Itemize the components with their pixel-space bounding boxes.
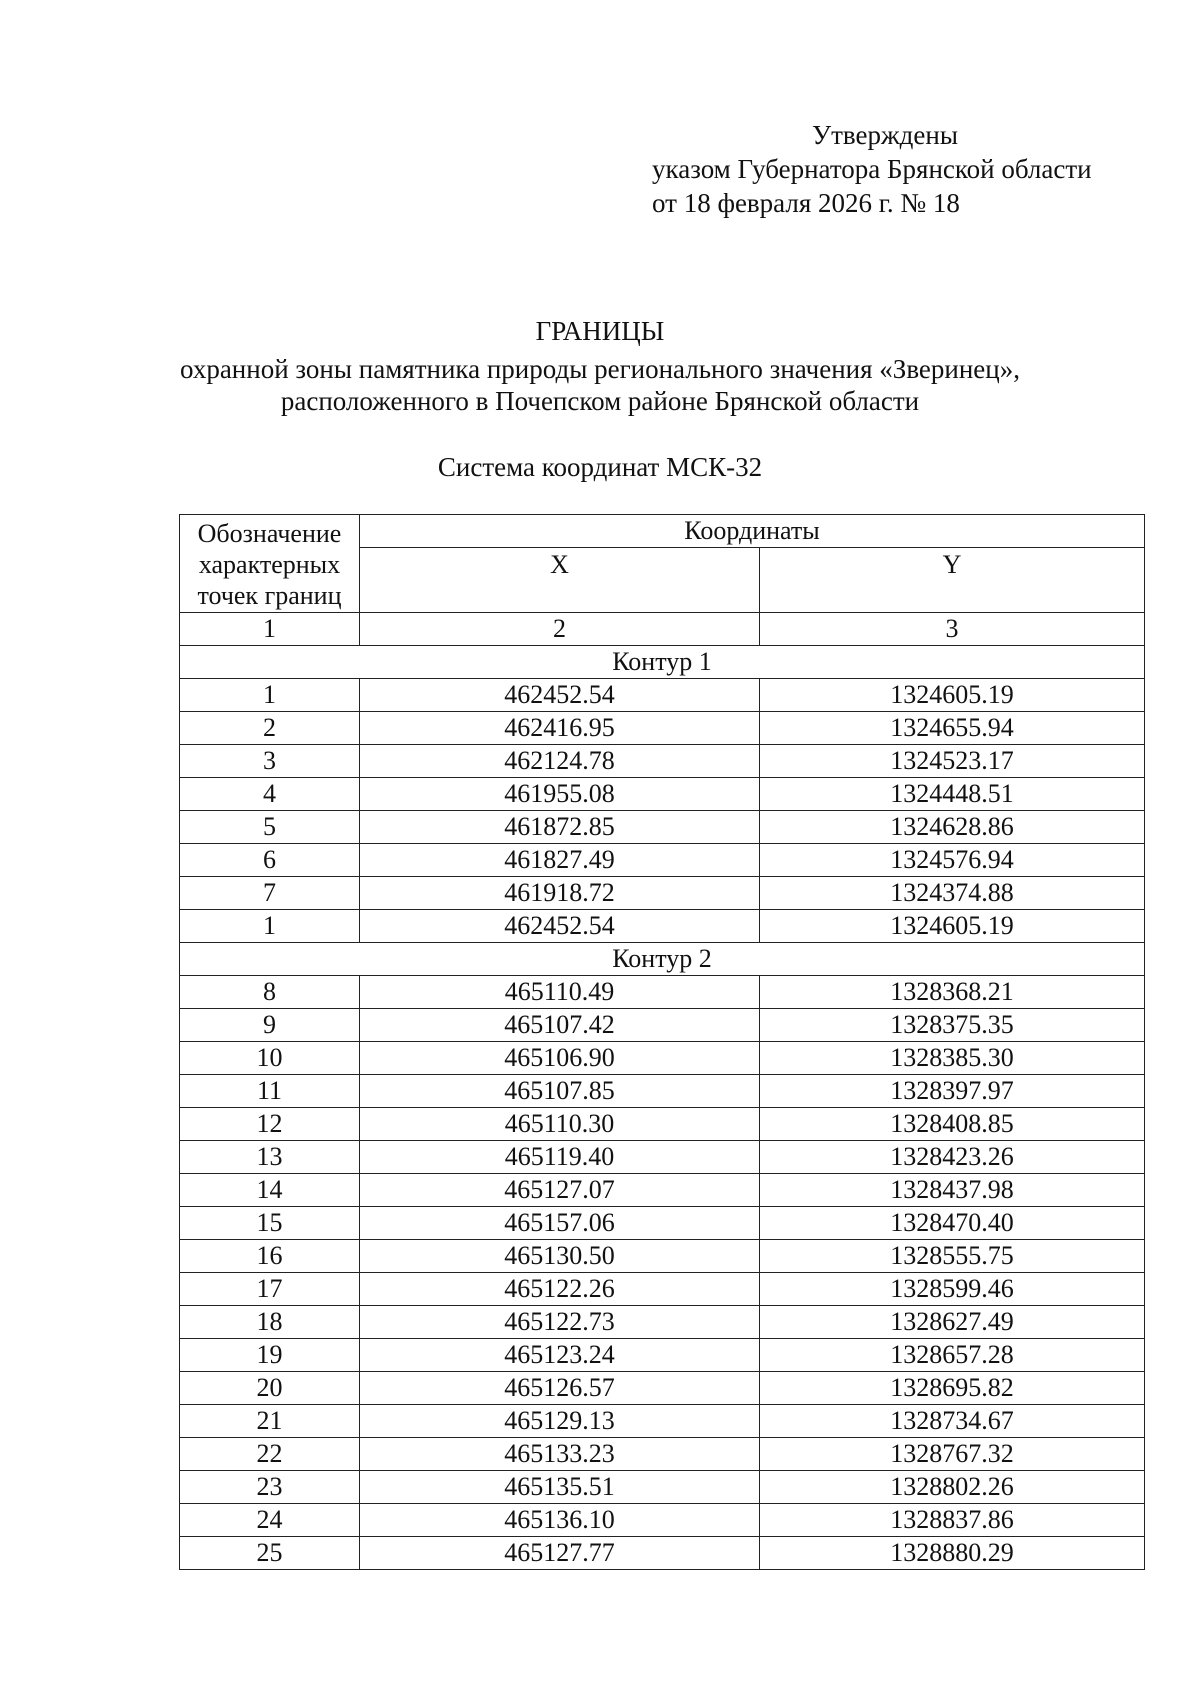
table-row — [180, 1207, 1145, 1240]
point-number-cell: 21 — [180, 1405, 360, 1438]
x-coordinate-cell: 465110.49 — [360, 976, 760, 1009]
point-number-cell: 10 — [180, 1042, 360, 1075]
y-coordinate-cell: 1324448.51 — [760, 778, 1145, 811]
x-coordinate-cell: 465136.10 — [360, 1504, 760, 1537]
coordinate-system-label: Система координат МСК-32 — [437, 452, 763, 482]
document-subtitle-line2: расположенного в Почепском районе Брянской области — [280, 386, 920, 416]
y-coordinate-cell: 1328627.49 — [760, 1306, 1145, 1339]
table-row — [180, 1141, 1145, 1174]
table-row — [180, 712, 1145, 745]
x-coordinate-cell: 465106.90 — [360, 1042, 760, 1075]
table-header-row — [180, 515, 1145, 548]
coordinates-table — [179, 514, 1145, 1570]
x-coordinate-cell: 465127.77 — [360, 1537, 760, 1570]
x-coordinate-cell: 465157.06 — [360, 1207, 760, 1240]
point-number-cell: 7 — [180, 877, 360, 910]
table-row — [180, 1009, 1145, 1042]
point-number-cell: 6 — [180, 844, 360, 877]
point-number-cell: 23 — [180, 1471, 360, 1504]
x-coordinate-cell: 462124.78 — [360, 745, 760, 778]
point-number-cell: 11 — [180, 1075, 360, 1108]
point-number-cell: 22 — [180, 1438, 360, 1471]
y-coordinate-cell: 1324605.19 — [760, 679, 1145, 712]
x-coordinate-cell: 461955.08 — [360, 778, 760, 811]
header-y: Y — [760, 548, 1145, 613]
y-coordinate-cell: 1324605.19 — [760, 910, 1145, 943]
x-coordinate-cell: 465122.26 — [360, 1273, 760, 1306]
contour-header-row — [180, 943, 1145, 976]
table-row — [180, 1339, 1145, 1372]
table-row — [180, 811, 1145, 844]
contour-label: Контур 2 — [180, 943, 1145, 976]
x-coordinate-cell: 461827.49 — [360, 844, 760, 877]
document-heading: ГРАНИЦЫ — [535, 316, 665, 346]
y-coordinate-cell: 1328802.26 — [760, 1471, 1145, 1504]
point-number-cell: 12 — [180, 1108, 360, 1141]
point-number-cell: 2 — [180, 712, 360, 745]
x-coordinate-cell: 462452.54 — [360, 679, 760, 712]
y-coordinate-cell: 1328408.85 — [760, 1108, 1145, 1141]
approval-line-approved: Утверждены — [812, 120, 958, 150]
point-number-cell: 8 — [180, 976, 360, 1009]
table-row — [180, 877, 1145, 910]
header-x: X — [360, 548, 760, 613]
table-row — [180, 1240, 1145, 1273]
x-coordinate-cell: 465130.50 — [360, 1240, 760, 1273]
point-number-cell: 1 — [180, 679, 360, 712]
table-row — [180, 778, 1145, 811]
table-row — [180, 1504, 1145, 1537]
y-coordinate-cell: 1328368.21 — [760, 976, 1145, 1009]
contour-header-row — [180, 646, 1145, 679]
x-coordinate-cell: 465129.13 — [360, 1405, 760, 1438]
y-coordinate-cell: 1328599.46 — [760, 1273, 1145, 1306]
y-coordinate-cell: 1324374.88 — [760, 877, 1145, 910]
coordinates-table-body — [180, 515, 1145, 1570]
table-row — [180, 679, 1145, 712]
point-number-cell: 24 — [180, 1504, 360, 1537]
y-coordinate-cell: 1328657.28 — [760, 1339, 1145, 1372]
table-row — [180, 976, 1145, 1009]
column-number: 3 — [760, 613, 1145, 646]
y-coordinate-cell: 1328470.40 — [760, 1207, 1145, 1240]
point-number-cell: 13 — [180, 1141, 360, 1174]
point-number-cell: 14 — [180, 1174, 360, 1207]
point-number-cell: 19 — [180, 1339, 360, 1372]
table-row — [180, 1537, 1145, 1570]
table-row — [180, 1273, 1145, 1306]
table-row — [180, 1306, 1145, 1339]
y-coordinate-cell: 1328385.30 — [760, 1042, 1145, 1075]
x-coordinate-cell: 462416.95 — [360, 712, 760, 745]
column-number-row — [180, 613, 1145, 646]
y-coordinate-cell: 1328767.32 — [760, 1438, 1145, 1471]
header-points: Обозначение характерных точек границ — [180, 515, 360, 613]
x-coordinate-cell: 465126.57 — [360, 1372, 760, 1405]
x-coordinate-cell: 465123.24 — [360, 1339, 760, 1372]
table-row — [180, 745, 1145, 778]
point-number-cell: 5 — [180, 811, 360, 844]
table-row — [180, 1174, 1145, 1207]
table-row — [180, 1372, 1145, 1405]
point-number-cell: 4 — [180, 778, 360, 811]
table-row — [180, 910, 1145, 943]
y-coordinate-cell: 1328437.98 — [760, 1174, 1145, 1207]
table-row — [180, 1075, 1145, 1108]
contour-label: Контур 1 — [180, 646, 1145, 679]
y-coordinate-cell: 1328555.75 — [760, 1240, 1145, 1273]
x-coordinate-cell: 465107.85 — [360, 1075, 760, 1108]
table-row — [180, 1471, 1145, 1504]
x-coordinate-cell: 465127.07 — [360, 1174, 760, 1207]
column-number: 1 — [180, 613, 360, 646]
y-coordinate-cell: 1324523.17 — [760, 745, 1145, 778]
x-coordinate-cell: 465119.40 — [360, 1141, 760, 1174]
y-coordinate-cell: 1328375.35 — [760, 1009, 1145, 1042]
x-coordinate-cell: 465133.23 — [360, 1438, 760, 1471]
point-number-cell: 25 — [180, 1537, 360, 1570]
point-number-cell: 1 — [180, 910, 360, 943]
y-coordinate-cell: 1328880.29 — [760, 1537, 1145, 1570]
x-coordinate-cell: 465107.42 — [360, 1009, 760, 1042]
x-coordinate-cell: 465135.51 — [360, 1471, 760, 1504]
y-coordinate-cell: 1324576.94 — [760, 844, 1145, 877]
header-coordinates: Координаты — [360, 515, 1145, 548]
table-row — [180, 1405, 1145, 1438]
x-coordinate-cell: 461872.85 — [360, 811, 760, 844]
y-coordinate-cell: 1324655.94 — [760, 712, 1145, 745]
x-coordinate-cell: 462452.54 — [360, 910, 760, 943]
approval-line-decree: указом Губернатора Брянской области — [652, 154, 1092, 184]
y-coordinate-cell: 1328734.67 — [760, 1405, 1145, 1438]
point-number-cell: 17 — [180, 1273, 360, 1306]
table-row — [180, 1438, 1145, 1471]
point-number-cell: 3 — [180, 745, 360, 778]
x-coordinate-cell: 465122.73 — [360, 1306, 760, 1339]
y-coordinate-cell: 1328695.82 — [760, 1372, 1145, 1405]
point-number-cell: 15 — [180, 1207, 360, 1240]
x-coordinate-cell: 461918.72 — [360, 877, 760, 910]
y-coordinate-cell: 1328837.86 — [760, 1504, 1145, 1537]
point-number-cell: 18 — [180, 1306, 360, 1339]
point-number-cell: 20 — [180, 1372, 360, 1405]
x-coordinate-cell: 465110.30 — [360, 1108, 760, 1141]
table-row — [180, 1042, 1145, 1075]
y-coordinate-cell: 1324628.86 — [760, 811, 1145, 844]
y-coordinate-cell: 1328397.97 — [760, 1075, 1145, 1108]
approval-block — [652, 118, 1092, 220]
approval-line-date: от 18 февраля 2026 г. № 18 — [652, 188, 960, 218]
point-number-cell: 16 — [180, 1240, 360, 1273]
document-subtitle-line1: охранной зоны памятника природы регионального значения «Зверинец», — [180, 354, 1020, 384]
column-number: 2 — [360, 613, 760, 646]
table-row — [180, 844, 1145, 877]
y-coordinate-cell: 1328423.26 — [760, 1141, 1145, 1174]
table-row — [180, 1108, 1145, 1141]
point-number-cell: 9 — [180, 1009, 360, 1042]
